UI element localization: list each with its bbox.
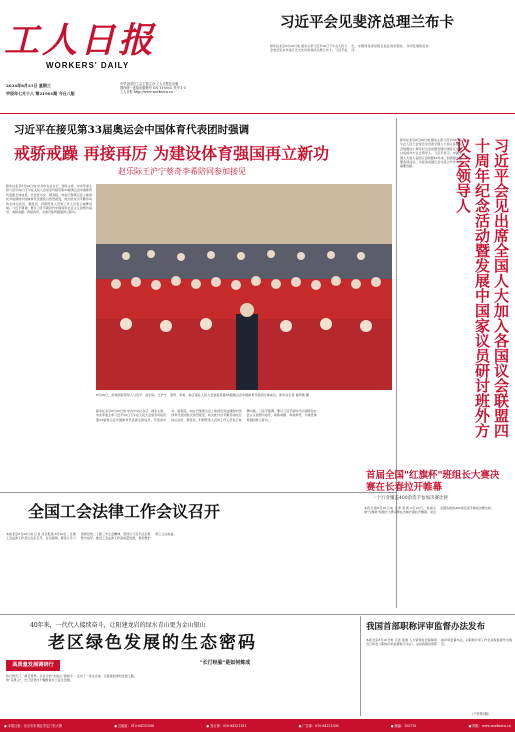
footer-item: ● 网址：www.workercn.cn [468, 724, 511, 728]
footer-item: ● 邮编：100718 [390, 724, 417, 728]
lead-body: 新华社北京8月20日电 中共中央总书记、国家主席、中央军委主席习近平20日下午在人民大会堂亲切接见第33届奥运会中国体育代表团全体成员，代表党中央、国务院，向在巴黎奥运会上取得优异成绩的中国体育代表团致以热烈祝贺，向为此付出辛勤劳动的全体运动员、教练员、科研医务人员和工作人员表示诚挚问候。习近平强调，要以习近平新时代中国特色社会主义思想为指导，戒骄戒躁、再接再厉，为建设体育强国再立新功。 [6, 184, 92, 215]
lead-kicker: 习近平在接见第33届奥运会中国体育代表团时强调 [14, 124, 250, 136]
fourth-subtitle: 一个行业覆盖400余选手参加决赛比拼 [372, 496, 449, 501]
third-body: 秋日的长汀，满目苍翠。从昔日的"火焰山"到如今的"花果山"，长汀县坚持不懈推进水土流失治理，走出了一条生态美、百姓富的绿色发展之路。 [6, 674, 137, 683]
lead-story [0, 116, 395, 488]
lead-subtitle: 赵乐际王沪宁蔡奇李希陪同参加接见 [118, 167, 246, 176]
column-divider [360, 616, 361, 716]
second-title: 全国工会法律工作会议召开 [28, 502, 221, 521]
third-story [0, 616, 360, 718]
third-title: 老区绿色发展的生态密码 [48, 633, 257, 653]
footer-item: ● 广告部：010-84151306 [298, 724, 339, 728]
masthead-info-line: 中华全国总工会主管主办 工人日报社出版 [120, 82, 179, 86]
footer-item: ● 总编室：010-84151098 [114, 724, 155, 728]
right-story [398, 118, 515, 464]
fourth-story [360, 464, 515, 614]
masthead-date: 2024年8月21日 星期三 [6, 83, 51, 88]
third-box-label: 高质量发展调研行 [6, 660, 60, 671]
second-body: 本报北京8月20日电 记者 北京报道 8月20日，全国工会法律工作会议在京召开。会议强调，要深入学习贯彻党的二十届三中全会精神，坚持以习近平法治思想为指导，推进工会法律工作高质量发展，更好维护职工合法权益。 [6, 532, 177, 541]
fiji-headline: 习近平会见斐济总理兰布卡 [280, 14, 454, 31]
fifth-story [362, 616, 515, 718]
fourth-body: 本报长春8月20日电 记者 报道 8月20日，首届全国"红旗杯"班组长大赛决赛在吉林长春拉开帷幕，来自全国各地的400余名选手参加决赛比拼。 [364, 506, 494, 515]
masthead-rule [0, 113, 515, 114]
footer-bar [0, 719, 515, 732]
continued-note: （下转第3版） [470, 712, 492, 716]
section-divider [0, 492, 396, 493]
third-sub-box: "长汀经验"是如何炼成 [200, 660, 251, 666]
third-kicker: 40年来，一代代人接续奋斗，让阳建龙岩的绿水青山更为金山银山 [30, 622, 206, 629]
fifth-title: 我国首部职称评审监督办法发布 [366, 622, 486, 632]
masthead [0, 0, 515, 116]
masthead-logo-en: WORKERS' DAILY [46, 61, 130, 70]
footer-item: ● 发行部：010-84151181 [206, 724, 247, 728]
lead-title: 戒骄戒躁 再接再厉 为建设体育强国再立新功 [14, 144, 330, 163]
lead-photo-caption: 8月20日，党和国家领导人习近平、赵乐际、王沪宁、蔡奇、李希、韩正等在人民大会堂接见第33届奥运会中国体育代表团全体成员。新华社记者 谢环驰 摄 [96, 393, 309, 397]
lead-photo [96, 184, 392, 390]
masthead-info-line: 工人日报 http://www.workercn.cn [120, 90, 173, 95]
fourth-title: 首届全国"红旗杯"班组长大赛决赛在长春拉开帷幕 [366, 470, 500, 493]
footer-item: ● 本报社址：北京市东城区安定门东大街 [4, 724, 62, 728]
right-body: 新华社北京8月20日电 国家主席习近平20日下午在人民大会堂会见出席全国人大加入各国议会联盟四十周年纪念活动暨发展中国家议员研讨班的外方议会领导人。习近平表示，中国全国人大加入各国议会联盟40年来，积极参与联盟各项活动，为促进各国议会交流合作作出了重要贡献。 [400, 138, 462, 169]
lead-photo-image [96, 184, 392, 390]
masthead-logo: 工人日报 [4, 20, 157, 61]
fifth-body: 本报北京8月20日电 记者 报道 人力资源社会保障部近日印发《职称评审监督暂行办法》，这是我国首部职称评审监督办法，对职称评审工作全流程监督作出规范。 [366, 638, 512, 647]
fiji-body: 新华社北京8月20日电 国家主席习近平20日下午在人民大会堂会见来华进行正式访问的斐济总理兰布卡。习近平指出，中国同斐济是相互信任的好朋友、共同发展的好伙伴。 [270, 44, 429, 53]
section-divider [0, 614, 515, 615]
masthead-info [120, 82, 270, 95]
masthead-info-line: 国内统一连续出版物号 CN 11-0002 代号 1-5 [120, 86, 186, 91]
masthead-issue: 甲辰年七月十八 第21901期 今日八版 [6, 91, 75, 96]
right-title: 习近平会见出席全国人大加入各国议会联盟四十周年纪念活动暨发展中国家议员研讨班外方议会领导人 [454, 138, 510, 438]
lead-body-continued: 新华社北京8月20日电 中共中央总书记、国家主席、中央军委主席习近平20日下午在人民大会堂亲切接见第33届奥运会中国体育代表团全体成员，代表党中央、国务院，向在巴黎奥运会上取得优异成绩的中国体育代表团致以热烈祝贺，向为此付出辛勤劳动的全体运动员、教练员、科研医务人员和工作人员表示诚挚问候。习近平强调，要以习近平新时代中国特色社会主义思想为指导，戒骄戒躁、再接再厉，为建设体育强国再立新功。 [96, 409, 317, 422]
second-story [0, 494, 396, 614]
